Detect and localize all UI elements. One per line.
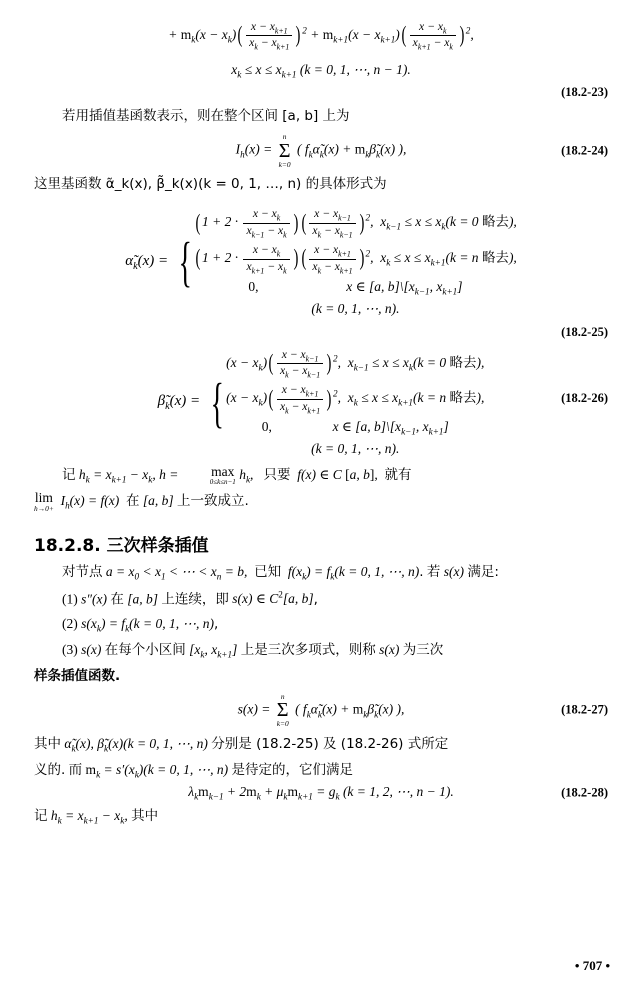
condition-item-1: (1) s″(x) 在 [a, b] 上连续，即 s(x) ∈ $C^2[a$, b], bbox=[62, 589, 318, 608]
page-content bbox=[34, 14, 608, 828]
equation-18-2-28 bbox=[34, 784, 608, 802]
equation-tag-18-2-25: (18.2-25) bbox=[561, 324, 608, 339]
paragraph-where-1: 其中 $\alphã_k(x)$, $\betã_k(x)(k = 0$, 1, ⋯, n) 分别是 (18.2-25) 及 (18.2-26) 式所定 bbox=[34, 735, 449, 754]
equation-18-2-26-case-2: $(x - x_k)$( $\frac{x - x_{k+1}}{x_k - x_{k+1}}$ )$^2$, $x_k \le x \le x_{k+1}(k = n$ 略去), bbox=[226, 383, 485, 415]
equation-18-2-25-range: (k = 0, 1, ⋯, n). bbox=[311, 300, 400, 316]
paragraph-nodes: 对节点 $a = x_0 < x_1$ < ⋯ < $x_n = b$, 已知 $f(x_k) = f_k(k = 0$, 1, ⋯, n). 若 s(x) 满足: bbox=[62, 563, 499, 582]
equation-18-2-23-line1: + $m_k(x - x_k)$( $\frac{x - x_{k+1}}{x_k - x_{k+1}}$ )$^2 + m_{k+1}(x - x_{k+1})$( $\frac{x - x_k}{x_{k+1} - x_k}$ )$^2$, bbox=[168, 20, 474, 52]
paragraph-spline-name: 样条插值函数. bbox=[34, 667, 121, 684]
equation-tag-18-2-24: (18.2-24) bbox=[561, 143, 608, 158]
paragraph-basis-here: 这里基函数 α̃_k(x), β̃_k(x)(k = 0, 1, …, n) 的具体形式为 bbox=[34, 176, 387, 193]
section-heading-18-2-8: 18.2.8. 三次样条插值 bbox=[34, 535, 209, 556]
equation-18-2-23-line2: $x_k \le x \le x_{k+1}$ (k = 0, 1, ⋯, n − 1). bbox=[231, 61, 411, 80]
condition-item-2: (2) $s(x_k) = f_k(k = 0$, 1, ⋯, n), bbox=[62, 616, 219, 634]
equation-18-2-27-body: s(x) = n Σ k=0 ( $f_k\alphã_k(x)$ + $m_k\betã_k(x)$ ), bbox=[237, 691, 405, 729]
paragraph-last: 记 $h_k = x_{k+1} - x_k$, 其中 bbox=[34, 807, 159, 826]
paragraph-note-h: 记 $h_k = x_{k+1} - x_k$, h = max 0≤k≤n−1 $h_k$, 只要 f(x) ∈ C [a, b], 就有 bbox=[62, 463, 412, 487]
equation-18-2-26-range: (k = 0, 1, ⋯, n). bbox=[311, 440, 400, 456]
equation-tag-18-2-28: (18.2-28) bbox=[561, 785, 608, 800]
equation-18-2-26-case-1: $(x - x_k)$( $\frac{x - x_{k-1}}{x_k - x_{k-1}}$ )$^2$, $x_{k-1} \le x \le x_k(k = 0$ 略去), bbox=[226, 347, 485, 380]
equation-18-2-27 bbox=[34, 693, 608, 728]
equation-18-2-26-body: $\betã_k(x)$ = { $(x - x_k)$( $\frac{x - x_{k-1}}{x_k - x_{k-1}}$ )$^2$, $x_{k-1} \le x \le x_k(k = 0$ 略去), $(x - x_k)$( $\frac{x - x_{k+1}}{x_k - x_{k+1}}$ )$^2$, $x_k \le x \le x_{k+1}(k = n$ 略去), 0, x ∈ [a, $b]\backslash[x_{k-1}$, $x_{k+1}$] (k = 0, 1, ⋯, n). bbox=[34, 346, 608, 459]
equation-tag-18-2-26: (18.2-26) bbox=[561, 390, 608, 405]
equation-tag-18-2-27: (18.2-27) bbox=[561, 702, 608, 717]
equation-tag-18-2-23: (18.2-23) bbox=[561, 85, 608, 100]
equation-18-2-24-body: $I_h(x)$ = n Σ k=0 ( $f_k\alphã_k(x)$ + $m_k\betã_k(x)$ ), bbox=[235, 132, 407, 170]
equation-18-2-25 bbox=[34, 205, 608, 339]
equation-18-2-25-case-2: (1 + 2 · $\frac{x - x_k}{x_{k+1} - x_k}$ ) ( $\frac{x - x_{k+1}}{x_k - x_{k+1}}$ )$^2$, $x_k \le x \le x_{k+1}(k = n$ 略去), bbox=[195, 243, 517, 275]
equation-18-2-25-case-3: 0, x ∈ [a, $b]\backslash[x_{k-1}$, $x_{k+1}$] bbox=[248, 278, 463, 297]
equation-18-2-26-case-3: 0, x ∈ [a, $b]\backslash[x_{k-1}$, $x_{k+1}$] bbox=[261, 419, 449, 437]
paragraph-where-2: 义的. 而 $m_k = s'(x_k)(k = 0$, 1, ⋯, n) 是待定的，它们满足 bbox=[34, 761, 353, 780]
equation-18-2-24 bbox=[34, 133, 608, 168]
equation-18-2-25-case-1: (1 + 2 · $\frac{x - x_k}{x_{k-1} - x_k}$ ) ( $\frac{x - x_{k-1}}{x_k - x_{k-1}}$ )$^2$, $x_{k-1} \le x \le x_k(k = 0$ 略去), bbox=[195, 207, 517, 240]
equation-18-2-26 bbox=[34, 346, 608, 459]
equation-18-2-23 bbox=[34, 20, 608, 100]
page-number: • 707 • bbox=[574, 958, 610, 973]
equation-18-2-25-body: $\alphã_k(x)$ = { (1 + 2 · $\frac{x - x_k}{x_{k-1} - x_k}$ ) ( $\frac{x - x_{k-1}}{x_k - x_{k-1}}$ )$^2$, $x_{k-1} \le x \le x_k(k = 0$ 略去), (1 + 2 · $\frac{x - x_k}{x_{k+1} - x_k}$ ) ( $\frac{x - x_{k+1}}{x_k - x_{k+1}}$ )$^2$, $x_k \le x \le x_{k+1}(k = n$ 略去), 0, x ∈ [a, $b]\backslash[x_{k-1}$, $x_{k+1}$] (k = 0, 1, ⋯, n). bbox=[34, 205, 608, 318]
paragraph-basis-intro: 若用插值基函数表示，则在整个区间 [a, b] 上为 bbox=[62, 108, 350, 125]
equation-18-2-28-body: $\lambda_km_{k-1} + 2m_k + \mu_km_{k+1} = g_k$ (k = 1, 2, ⋯, n − 1). bbox=[188, 783, 454, 802]
paragraph-note-lim: lim h→0+ $I_h(x) = f(x)$ 在 [a, b] 上一致成立. bbox=[34, 489, 249, 513]
condition-item-3: (3) s(x) 在每个小区间 [$x_k$, $x_{k+1}$] 上是三次多项式，则称 s(x) 为三次 bbox=[62, 641, 444, 660]
